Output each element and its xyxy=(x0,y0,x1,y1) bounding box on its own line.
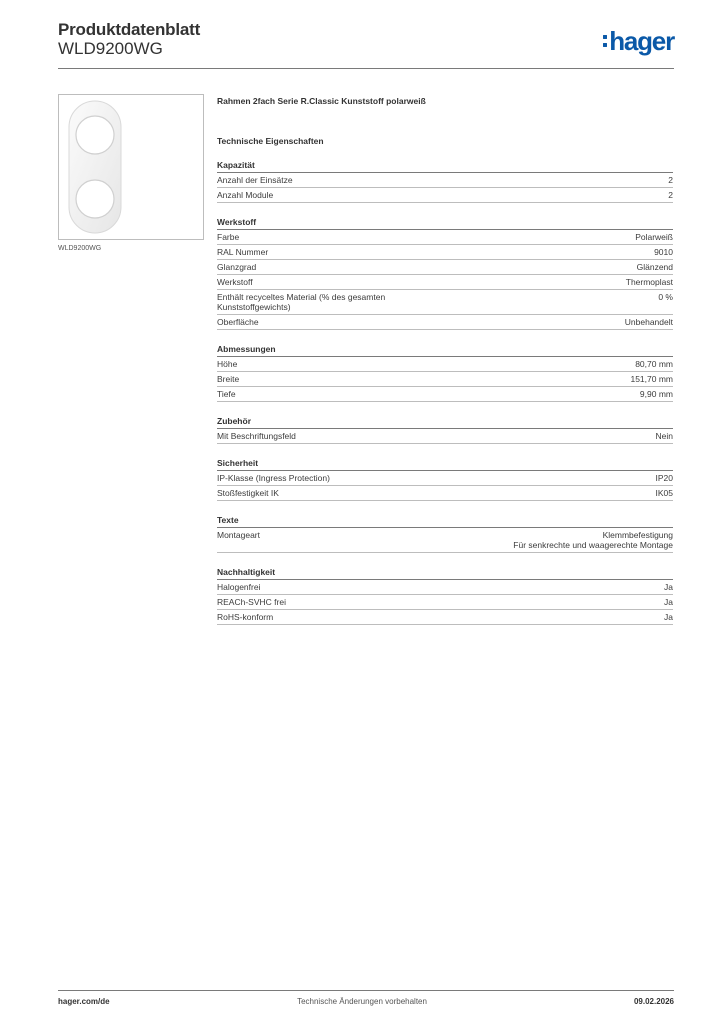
group-title: Sicherheit xyxy=(217,458,673,471)
spec-group xyxy=(217,160,673,203)
spec-group xyxy=(217,567,673,625)
spec-label: Breite xyxy=(217,374,240,384)
spec-label: IP-Klasse (Ingress Protection) xyxy=(217,473,330,483)
spec-group xyxy=(217,458,673,501)
page-header xyxy=(58,20,674,66)
group-title: Zubehör xyxy=(217,416,673,429)
spec-row xyxy=(217,188,673,203)
spec-row xyxy=(217,230,673,245)
spec-group xyxy=(217,344,673,402)
spec-value: 2 xyxy=(668,190,673,200)
footer-date: 09.02.2026 xyxy=(633,997,674,1006)
spec-label: RoHS-konform xyxy=(217,612,274,622)
spec-value: 151,70 mm xyxy=(630,374,673,384)
spec-value: Thermoplast xyxy=(625,277,673,287)
spec-row xyxy=(217,315,673,330)
spec-row xyxy=(217,173,673,188)
spec-value: Klemmbefestigung Für senkrechte und waagerechte Montage xyxy=(513,530,673,550)
header-divider xyxy=(58,68,674,69)
group-title: Nachhaltigkeit xyxy=(217,567,673,580)
spec-row xyxy=(217,260,673,275)
spec-value: Ja xyxy=(664,597,673,607)
spec-label: Montageart xyxy=(217,530,260,540)
spec-label: Höhe xyxy=(217,359,238,369)
spec-group xyxy=(217,515,673,553)
logo-dots-icon xyxy=(603,33,607,49)
spec-row xyxy=(217,357,673,372)
spec-row xyxy=(217,580,673,595)
spec-label: Tiefe xyxy=(217,389,236,399)
spec-value: IP20 xyxy=(655,473,673,483)
spec-label: Oberfläche xyxy=(217,317,259,327)
spec-groups xyxy=(217,160,673,625)
spec-row xyxy=(217,471,673,486)
group-title: Kapazität xyxy=(217,160,673,173)
spec-value: Polarweiß xyxy=(635,232,673,242)
spec-value: Ja xyxy=(664,582,673,592)
spec-label: Werkstoff xyxy=(217,277,253,287)
spec-value: IK05 xyxy=(655,488,673,498)
double-frame-icon xyxy=(59,95,203,239)
logo-wordmark: hager xyxy=(609,26,674,56)
product-name: Rahmen 2fach Serie R.Classic Kunststoff polarweiß xyxy=(217,96,426,106)
spec-label: Glanzgrad xyxy=(217,262,257,272)
spec-row xyxy=(217,486,673,501)
spec-value: 2 xyxy=(668,175,673,185)
footer-divider xyxy=(58,990,674,991)
spec-row xyxy=(217,528,673,553)
spec-value: Ja xyxy=(664,612,673,622)
spec-row xyxy=(217,290,673,315)
spec-row xyxy=(217,387,673,402)
spec-label: REACh-SVHC frei xyxy=(217,597,286,607)
spec-group xyxy=(217,217,673,330)
spec-value: 9,90 mm xyxy=(639,389,673,399)
spec-row xyxy=(217,275,673,290)
spec-label: Farbe xyxy=(217,232,240,242)
product-number: WLD9200WG xyxy=(58,39,163,58)
section-heading: Technische Eigenschaften xyxy=(217,136,324,146)
hager-logo xyxy=(603,26,674,56)
spec-value: Nein xyxy=(655,431,673,441)
document-title: Produktdatenblatt xyxy=(58,20,201,39)
spec-content xyxy=(217,92,673,625)
spec-label: Stoßfestigkeit IK xyxy=(217,488,279,498)
spec-row xyxy=(217,610,673,625)
spec-row xyxy=(217,595,673,610)
group-title: Texte xyxy=(217,515,673,528)
spec-label: Anzahl der Einsätze xyxy=(217,175,293,185)
spec-row xyxy=(217,372,673,387)
group-title: Werkstoff xyxy=(217,217,673,230)
spec-row xyxy=(217,245,673,260)
spec-row xyxy=(217,429,673,444)
product-image-caption: WLD9200WG xyxy=(58,245,102,252)
product-image xyxy=(58,94,204,240)
spec-value: Unbehandelt xyxy=(624,317,673,327)
spec-label: Anzahl Module xyxy=(217,190,274,200)
spec-value: 0 % xyxy=(658,292,673,302)
footer-disclaimer: Technische Änderungen vorbehalten xyxy=(297,997,427,1006)
footer-website: hager.com/de xyxy=(58,997,110,1006)
spec-value: 9010 xyxy=(654,247,673,257)
spec-label: Halogenfrei xyxy=(217,582,261,592)
spec-value: 80,70 mm xyxy=(635,359,673,369)
spec-label: Enthält recyceltes Material (% des gesamten Kunststoffgewichts) xyxy=(217,292,386,312)
spec-value: Glänzend xyxy=(636,262,673,272)
spec-label: Mit Beschriftungsfeld xyxy=(217,431,296,441)
spec-label: RAL Nummer xyxy=(217,247,269,257)
group-title: Abmessungen xyxy=(217,344,673,357)
spec-group xyxy=(217,416,673,444)
